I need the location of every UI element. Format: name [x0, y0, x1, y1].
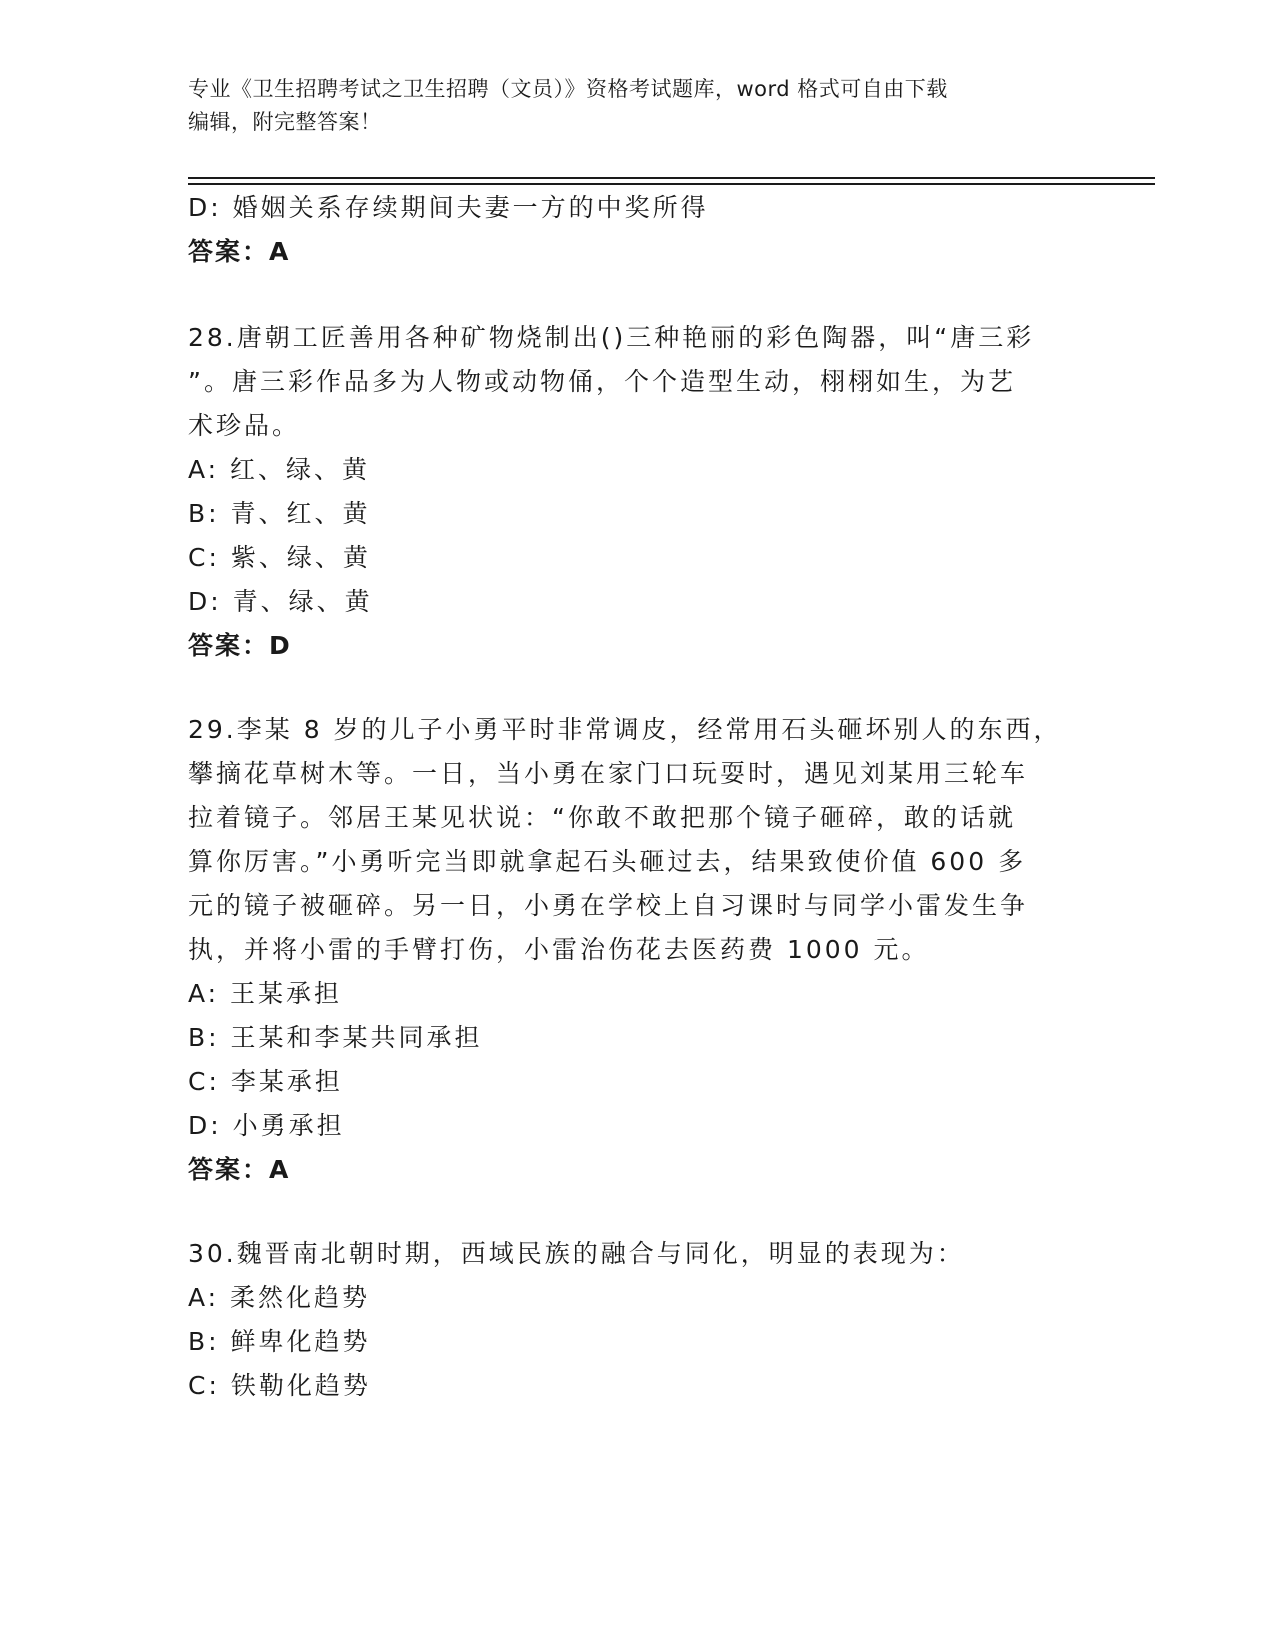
option-a-text: A: 红、绿、黄 — [188, 455, 371, 484]
question-28-text: 术珍品。 — [188, 411, 301, 440]
option-d-text: D: 青、绿、黄 — [188, 587, 373, 616]
question-29-text: 执，并将小雷的手臂打伤，小雷治伤花去医药费 1000 元。 — [188, 935, 930, 964]
question-28-text: ”。唐三彩作品多为人物或动物俑，个个造型生动，栩栩如生，为艺 — [188, 367, 1016, 396]
answer-line: 答案：A — [188, 1155, 291, 1184]
question-28-text: 28.唐朝工匠善用各种矿物烧制出()三种艳丽的彩色陶器，叫“唐三彩 — [188, 323, 1035, 352]
question-29-text: 算你厉害。”小勇听完当即就拿起石头砸过去，结果致使价值 600 多 — [188, 847, 1027, 876]
option-a-text: A: 王某承担 — [188, 979, 343, 1008]
option-b-text: B: 青、红、黄 — [188, 499, 371, 528]
question-29-text: 29.李某 8 岁的儿子小勇平时非常调皮，经常用石头砸坏别人的东西， — [188, 715, 1062, 744]
option-d-text: D: 小勇承担 — [188, 1111, 345, 1140]
question-29-text: 攀摘花草树木等。一日，当小勇在家门口玩耍时，遇见刘某用三轮车 — [188, 759, 1029, 788]
document-header-line-1: 专业《卫生招聘考试之卫生招聘（文员）》资格考试题库，word 格式可自由下载 — [188, 77, 948, 101]
option-c-text: C: 紫、绿、黄 — [188, 543, 371, 572]
option-c-text: C: 铁勒化趋势 — [188, 1371, 371, 1400]
option-c-text: C: 李某承担 — [188, 1067, 343, 1096]
answer-line: 答案：D — [188, 631, 292, 660]
option-b-text: B: 王某和李某共同承担 — [188, 1023, 483, 1052]
option-a-text: A: 柔然化趋势 — [188, 1283, 371, 1312]
question-30-text: 30.魏晋南北朝时期，西域民族的融合与同化，明显的表现为： — [188, 1239, 965, 1268]
document-header-line-2: 编辑，附完整答案！ — [188, 110, 382, 134]
option-b-text: B: 鲜卑化趋势 — [188, 1327, 371, 1356]
question-29-text: 元的镜子被砸碎。另一日，小勇在学校上自习课时与同学小雷发生争 — [188, 891, 1029, 920]
question-29-text: 拉着镜子。邻居王某见状说：“你敢不敢把那个镜子砸碎，敢的话就 — [188, 803, 1016, 832]
answer-line: 答案：A — [188, 237, 291, 266]
header-divider — [188, 183, 1155, 185]
header-divider — [188, 177, 1155, 179]
option-d-text: D: 婚姻关系存续期间夫妻一方的中奖所得 — [188, 193, 709, 222]
